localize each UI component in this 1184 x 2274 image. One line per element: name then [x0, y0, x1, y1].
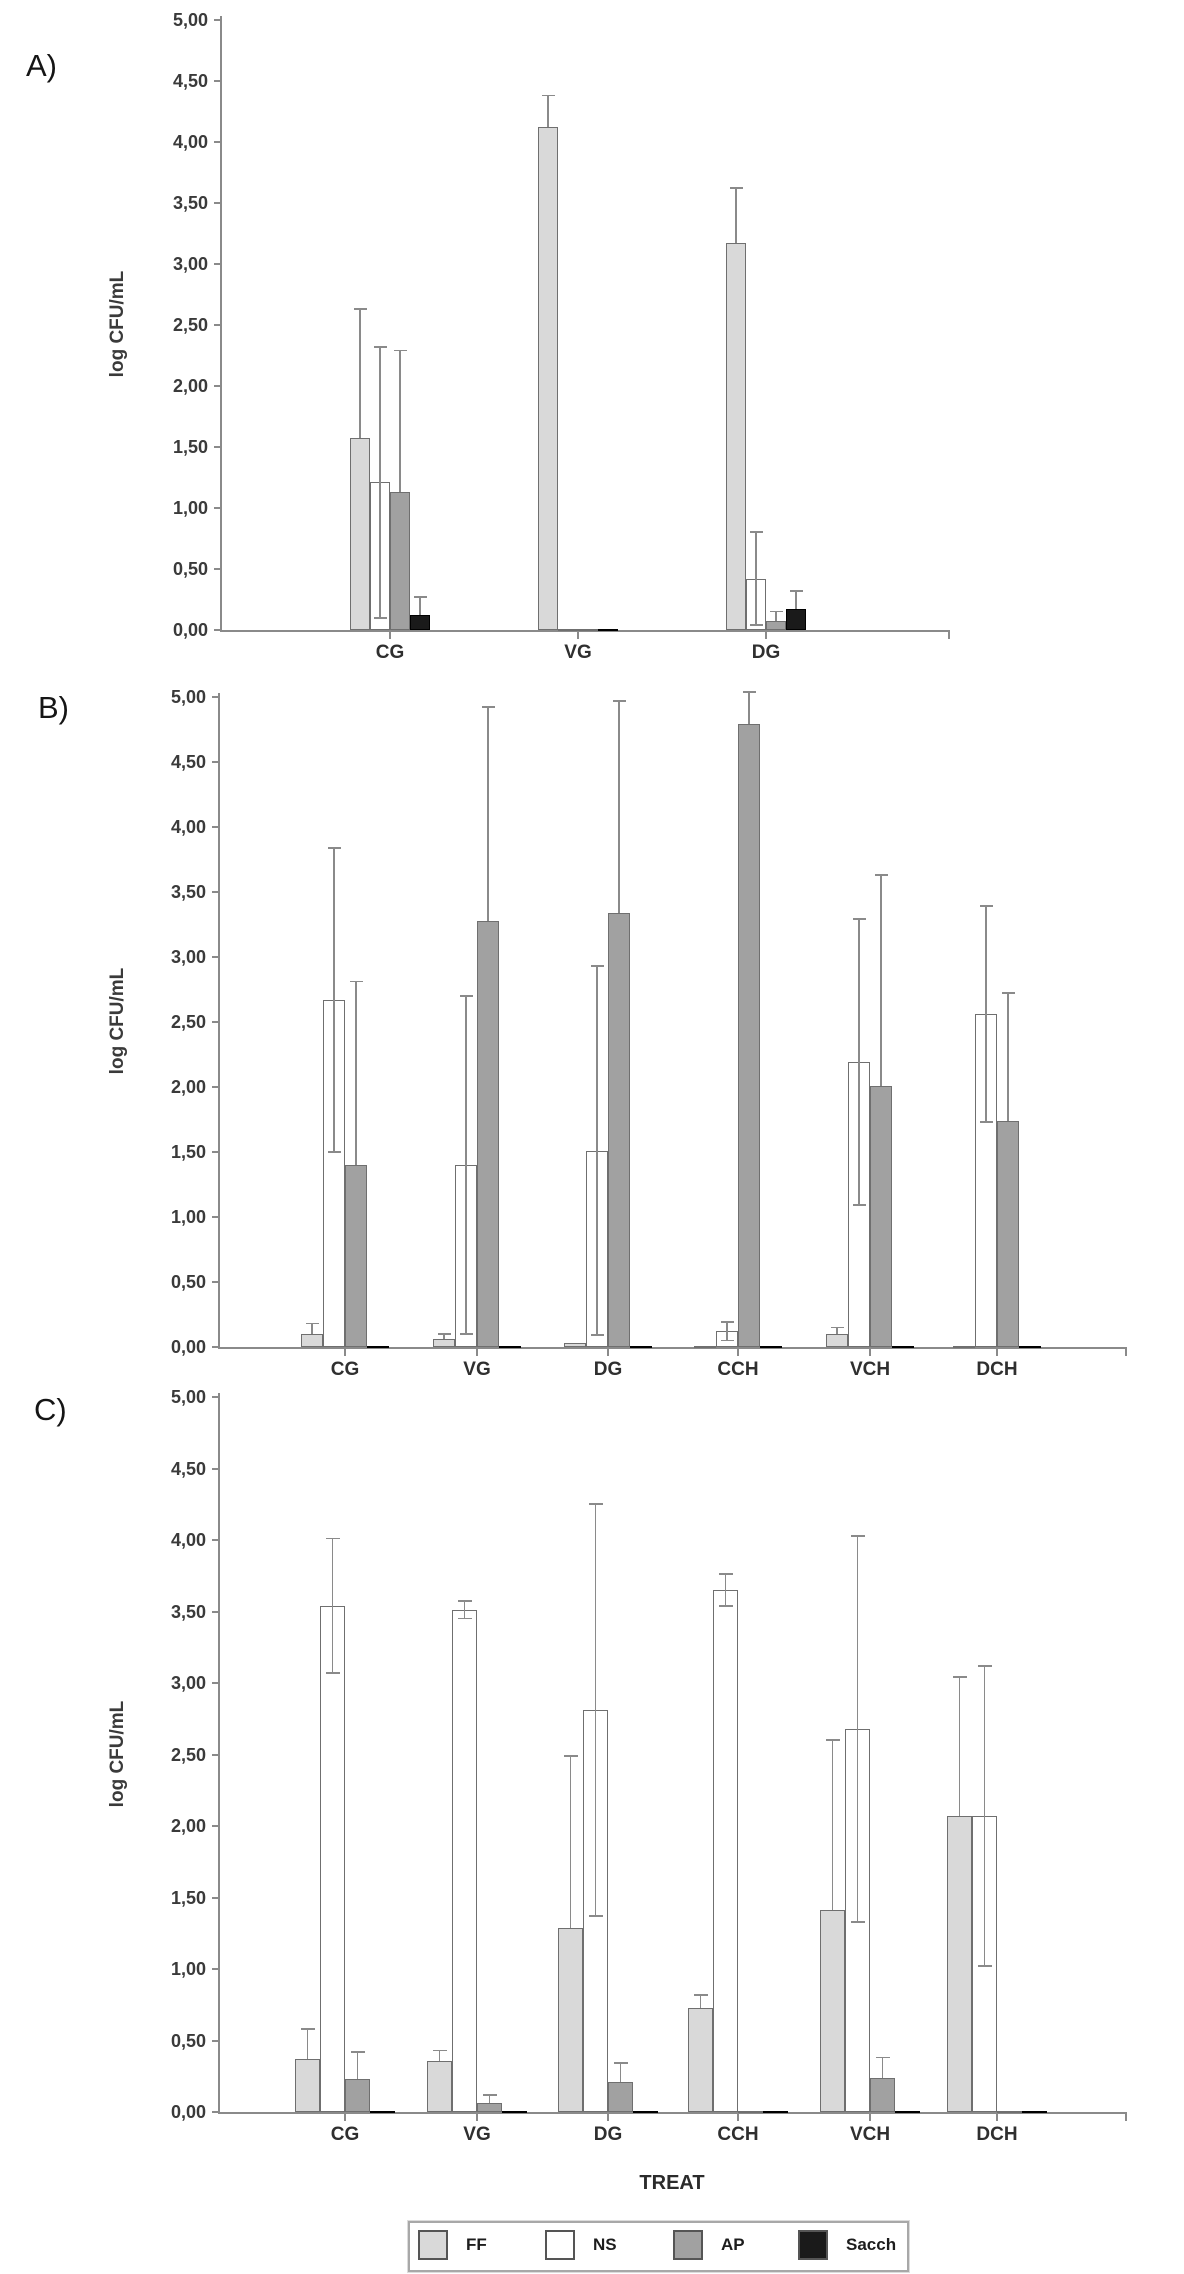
y-tick-mark [212, 1396, 218, 1398]
y-tick-label: 0,50 [170, 1272, 206, 1292]
bar-sacch-vch [892, 1346, 914, 1348]
bar-ff-dg [726, 243, 746, 630]
x-tick-label: DG [593, 2124, 623, 2145]
x-tick-label: CG [375, 642, 405, 663]
y-tick-mark [212, 1539, 218, 1541]
y-tick-mark [212, 1682, 218, 1684]
x-tick-label: CG [330, 1359, 360, 1380]
x-tick-label: VCH [849, 2124, 891, 2145]
bar-ap-cch [738, 2111, 763, 2113]
x-tick-label: CCH [717, 2124, 759, 2145]
bar-ff-cg [301, 1334, 323, 1347]
bar-ap-vg [477, 2103, 502, 2112]
bar-ap-vch [870, 1086, 892, 1347]
y-tick-label: 3,50 [172, 193, 208, 213]
error-bar-cap-top [301, 2028, 315, 2030]
y-tick-label: 2,00 [172, 376, 208, 396]
error-bar-cap-top [306, 1323, 319, 1325]
bar-ap-cg [345, 1165, 367, 1347]
y-tick-label: 0,00 [170, 2102, 206, 2122]
x-tick-label: VG [463, 2124, 491, 2145]
bar-ns-vg [452, 1610, 477, 2112]
y-tick-label: 4,00 [172, 132, 208, 152]
error-bar-cap-top [743, 691, 756, 693]
bar-ap-dch [997, 1121, 1019, 1347]
error-bar-cap-top [719, 1573, 733, 1575]
y-tick-mark [212, 1611, 218, 1613]
error-bar-cap-top [750, 531, 763, 533]
error-bar-cap-top [694, 1994, 708, 1996]
y-tick-mark [212, 2040, 218, 2042]
error-bar-cap-bottom [458, 1618, 472, 1620]
bar-sacch-dch [1022, 2111, 1047, 2113]
error-bar-cap-top [730, 187, 743, 189]
bar-ff-dg [558, 1928, 583, 2112]
error-bar-cap-bottom [460, 1333, 473, 1335]
panel-b-y-axis-title: log CFU/mL [107, 967, 128, 1075]
y-tick-label: 4,00 [170, 817, 206, 837]
bar-sacch-cch [763, 2111, 788, 2113]
error-bar-cap-top [875, 874, 888, 876]
panel-a-y-axis-title: log CFU/mL [107, 270, 128, 378]
error-bar-cap-bottom [374, 617, 387, 619]
y-tick-mark [212, 1468, 218, 1470]
error-bar-cap-top [433, 2050, 447, 2052]
error-bar-cap-top [853, 918, 866, 920]
y-tick-mark [212, 1897, 218, 1899]
y-tick-label: 4,50 [170, 752, 206, 772]
x-tick-label: DCH [976, 2124, 1018, 2145]
bar-ns-cg [320, 1606, 345, 2112]
x-tick-mark [996, 2114, 998, 2121]
legend-label-sacch: Sacch [846, 2235, 897, 2254]
bar-ff-dg [564, 1343, 586, 1347]
y-tick-label: 1,50 [170, 1887, 206, 1908]
y-tick-label: 5,00 [170, 1387, 206, 1407]
error-bar-cap-top [326, 1538, 340, 1540]
error-bar-cap-top [460, 995, 473, 997]
y-tick-label: 1,00 [170, 1959, 206, 1979]
error-bar-cap-bottom [978, 1965, 992, 1967]
bar-ff-cg [350, 438, 370, 630]
y-axis-line [218, 1393, 220, 2112]
bar-ap-cg [345, 2079, 370, 2112]
legend-swatch-ff [418, 2230, 448, 2260]
error-bar-cap-bottom [853, 1204, 866, 1206]
bar-sacch-dg [633, 2111, 658, 2113]
legend-swatch-sacch [798, 2230, 828, 2260]
error-bar-cap-top [328, 847, 341, 849]
bar-ap-vch [870, 2078, 895, 2112]
x-tick-mark [869, 2114, 871, 2121]
x-axis-end-tick [1125, 2114, 1127, 2121]
y-tick-label: 1,50 [170, 1142, 206, 1162]
error-bar-cap-bottom [719, 1605, 733, 1607]
error-bar-cap-top [564, 1755, 578, 1757]
error-bar-line [596, 966, 598, 1335]
error-bar-line [464, 1601, 466, 1618]
y-tick-label: 2,00 [170, 1077, 206, 1097]
bar-ff-dch [953, 1346, 975, 1348]
error-bar-cap-top [354, 308, 367, 310]
error-bar-cap-top [614, 2062, 628, 2064]
bar-ff-vch [820, 1910, 845, 2112]
error-bar-cap-top [613, 700, 626, 702]
error-bar-cap-top [482, 706, 495, 708]
x-tick-mark [344, 2114, 346, 2121]
bar-ap-dg [608, 913, 630, 1347]
error-bar-cap-top [591, 965, 604, 967]
bar-sacch-cch [760, 1346, 782, 1348]
error-bar-cap-top [851, 1535, 865, 1537]
legend [408, 2221, 909, 2272]
y-tick-label: 2,00 [170, 1816, 206, 1836]
error-bar-cap-bottom [980, 1121, 993, 1123]
error-bar-cap-top [826, 1739, 840, 1741]
error-bar-cap-top [394, 350, 407, 352]
bar-ap-dg [766, 621, 786, 630]
y-tick-label: 3,00 [170, 947, 206, 967]
error-bar-cap-top [790, 590, 803, 592]
panel-c-label: C) [34, 1392, 67, 1427]
x-tick-label: DG [593, 1359, 623, 1380]
x-axis-title: TREAT [639, 2172, 705, 2194]
y-tick-label: 4,50 [170, 1458, 206, 1479]
y-tick-label: 0,50 [172, 559, 208, 579]
y-tick-label: 5,00 [170, 687, 206, 707]
legend-label-ns: NS [593, 2235, 617, 2254]
error-bar-cap-bottom [721, 1340, 734, 1342]
error-bar-cap-top [589, 1503, 603, 1505]
error-bar-line [985, 906, 987, 1122]
error-bar-cap-top [876, 2057, 890, 2059]
legend-label-ap: AP [721, 2235, 745, 2254]
y-tick-label: 0,00 [170, 1337, 206, 1357]
y-tick-mark [212, 2111, 218, 2113]
y-tick-label: 3,00 [172, 254, 208, 274]
bar-ap-dg [608, 2082, 633, 2112]
y-tick-label: 4,00 [170, 1530, 206, 1550]
y-tick-label: 1,00 [172, 498, 208, 518]
error-bar-cap-top [414, 596, 427, 598]
error-bar-cap-top [1002, 992, 1015, 994]
y-tick-label: 2,50 [170, 1744, 206, 1765]
bar-sacch-dg [786, 609, 806, 630]
bar-sacch-dg [630, 1346, 652, 1348]
bar-ap-vg [578, 629, 598, 631]
bar-ff-cg [295, 2059, 320, 2112]
error-bar-cap-top [770, 611, 783, 613]
error-bar-line [332, 1539, 334, 1673]
bar-sacch-vg [598, 629, 618, 631]
error-bar-cap-bottom [851, 1921, 865, 1923]
bar-ff-vg [433, 1339, 455, 1347]
bar-ap-vg [477, 921, 499, 1347]
x-tick-label: VCH [849, 1359, 891, 1380]
error-bar-line [465, 996, 467, 1334]
bar-ff-cch [688, 2008, 713, 2112]
error-bar-line [595, 1504, 597, 1916]
error-bar-cap-top [953, 1676, 967, 1678]
y-tick-label: 3,00 [170, 1673, 206, 1693]
bar-sacch-cg [410, 615, 430, 630]
bar-ns-vg [558, 629, 578, 631]
panel-b-label: B) [38, 690, 69, 725]
y-tick-label: 4,50 [172, 71, 208, 91]
x-tick-label: CCH [717, 1359, 759, 1380]
bar-sacch-dch [1019, 1346, 1041, 1348]
x-tick-label: DCH [976, 1359, 1018, 1380]
error-bar-line [725, 1574, 727, 1605]
error-bar-cap-top [721, 1321, 734, 1323]
bar-ap-cch [738, 724, 760, 1347]
x-tick-label: VG [564, 642, 592, 663]
error-bar-cap-top [438, 1333, 451, 1335]
error-bar-cap-bottom [589, 1915, 603, 1917]
y-tick-label: 2,50 [172, 315, 208, 335]
error-bar-cap-top [351, 2051, 365, 2053]
bar-ap-dch [997, 2111, 1022, 2113]
bar-ff-vg [427, 2061, 452, 2112]
y-tick-mark [212, 1968, 218, 1970]
error-bar-line [755, 532, 757, 625]
bar-sacch-cg [367, 1346, 389, 1348]
y-tick-label: 3,50 [170, 882, 206, 902]
error-bar-cap-top [374, 346, 387, 348]
x-tick-label: CG [330, 2124, 360, 2145]
error-bar-cap-bottom [326, 1672, 340, 1674]
error-bar-line [379, 347, 381, 618]
bar-ap-cg [390, 492, 410, 630]
y-tick-label: 0,50 [170, 2030, 206, 2051]
legend-swatch-ap [673, 2230, 703, 2260]
bar-ns-cch [713, 1590, 738, 2112]
y-tick-label: 1,50 [172, 437, 208, 457]
error-bar-cap-bottom [591, 1334, 604, 1336]
y-tick-label: 2,50 [170, 1012, 206, 1032]
error-bar-line [857, 1536, 859, 1922]
x-axis-line [218, 2112, 1127, 2114]
bar-ff-vch [826, 1334, 848, 1347]
legend-swatch-ns [545, 2230, 575, 2260]
error-bar-line [858, 919, 860, 1205]
bar-sacch-vg [499, 1346, 521, 1348]
legend-label-ff: FF [466, 2235, 487, 2254]
y-tick-label: 1,00 [170, 1207, 206, 1227]
x-tick-mark [607, 2114, 609, 2121]
y-tick-label: 5,00 [172, 10, 208, 30]
error-bar-line [984, 1666, 986, 1966]
panel-a-label: A) [26, 48, 57, 83]
bar-sacch-vg [502, 2111, 527, 2113]
panel-c-y-axis-title: log CFU/mL [107, 1700, 128, 1808]
error-bar-cap-bottom [750, 624, 763, 626]
x-tick-label: VG [463, 1359, 491, 1380]
bar-sacch-cg [370, 2111, 395, 2113]
bar-sacch-vch [895, 2111, 920, 2113]
x-tick-mark [737, 2114, 739, 2121]
error-bar-cap-top [831, 1327, 844, 1329]
error-bar-cap-top [980, 905, 993, 907]
y-tick-mark [212, 1754, 218, 1756]
error-bar-cap-top [350, 981, 363, 983]
error-bar-cap-top [978, 1665, 992, 1667]
bar-ff-cch [694, 1346, 716, 1348]
y-tick-label: 0,00 [172, 620, 208, 640]
y-tick-mark [212, 1825, 218, 1827]
error-bar-cap-top [542, 95, 555, 97]
x-tick-label: DG [751, 642, 781, 663]
bar-ff-vg [538, 127, 558, 630]
x-tick-mark [476, 2114, 478, 2121]
error-bar-line [726, 1322, 728, 1340]
error-bar-cap-top [483, 2094, 497, 2096]
error-bar-cap-top [458, 1600, 472, 1602]
error-bar-cap-bottom [328, 1151, 341, 1153]
error-bar-line [333, 848, 335, 1152]
bar-ff-dch [947, 1816, 972, 2112]
y-tick-label: 3,50 [170, 1601, 206, 1622]
